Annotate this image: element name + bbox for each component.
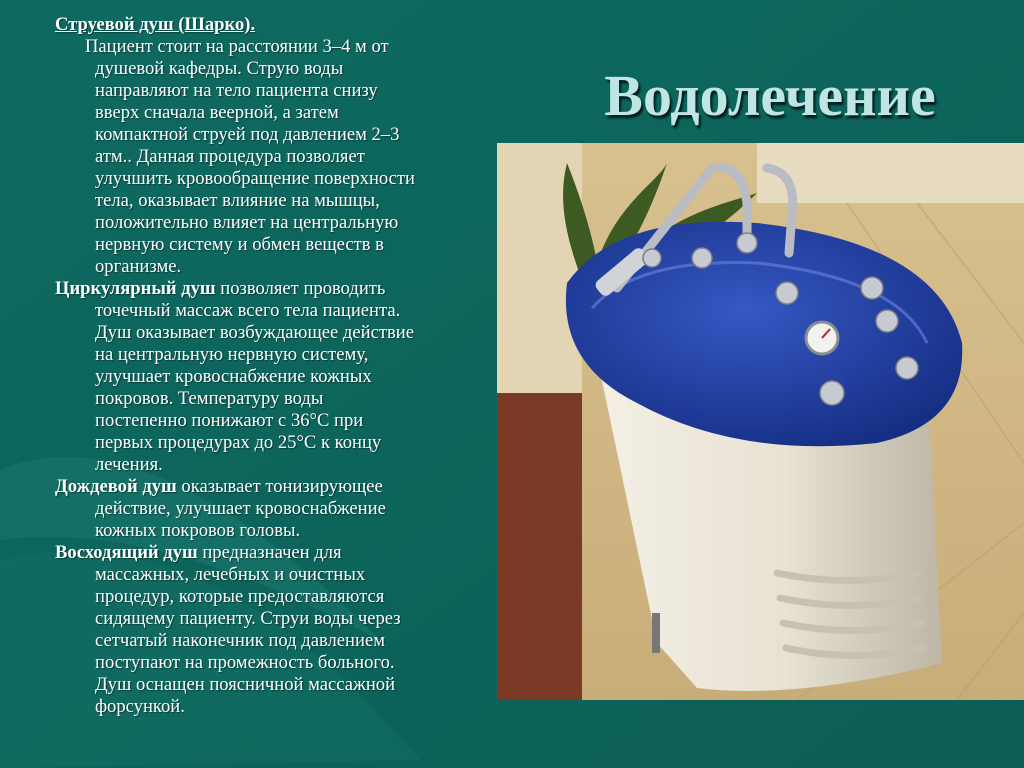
section-line: покровов. Температуру воды [95,388,324,409]
section-line: направляют на тело пациента снизу [95,80,378,101]
section-line: улучшить кровообращение поверхности [95,168,415,189]
section-line: форсункой. [95,696,185,717]
section-line: положительно влияет на центральную [95,212,399,233]
section-line: Пациент стоит на расстоянии 3–4 м от [85,36,389,57]
section-line: позволяет проводить [215,278,386,299]
section-line: массажных, лечебных и очистных [95,564,366,585]
section-line: душевой кафедры. Струю воды [95,58,344,79]
section-lead: Дождевой душ [55,476,177,497]
section-line: Душ оказывает возбуждающее действие [95,322,414,343]
section-line: атм.. Данная процедура позволяет [95,146,365,167]
section-line: точечный массаж всего тела пациента. [95,300,401,321]
section-rain [55,476,495,542]
section-line: кожных покровов головы. [95,520,301,541]
section-line: лечения. [95,454,163,475]
section-line: процедур, которые предоставляются [95,586,385,607]
shower-device-photo [497,143,1024,700]
section-line: нервную систему и обмен веществ в [95,234,384,255]
slide-title: Водолечение [604,63,936,128]
section-line: поступают на промежность больного. [95,652,395,673]
section-sharko [55,14,495,278]
section-lead: Восходящий душ [55,542,198,563]
section-line: оказывает тонизирующее [176,476,383,497]
section-line: организме. [95,256,182,277]
section-line: сетчатый наконечник под давлением [95,630,385,651]
section-lead: Циркулярный душ [55,278,216,299]
section-line: постепенно понижают с 36°С при [95,410,364,431]
section-heading: Струевой душ (Шарко). [55,14,256,35]
section-ascending [55,542,495,718]
section-line: сидящему пациенту. Струи воды через [95,608,401,629]
section-line: вверх сначала веерной, а затем [95,102,339,123]
section-line: улучшает кровоснабжение кожных [95,366,372,387]
section-line: тела, оказывает влияние на мышцы, [95,190,380,211]
section-line: действие, улучшает кровоснабжение [95,498,386,519]
section-line: Душ оснащен поясничной массажной [95,674,396,695]
section-circular [55,278,495,476]
section-line: первых процедурах до 25°С к концу [95,432,382,453]
section-line: компактной струей под давлением 2–3 [95,124,400,145]
section-line: предназначен для [197,542,342,563]
slide-text [55,14,495,718]
section-line: на центральную нервную систему, [95,344,369,365]
